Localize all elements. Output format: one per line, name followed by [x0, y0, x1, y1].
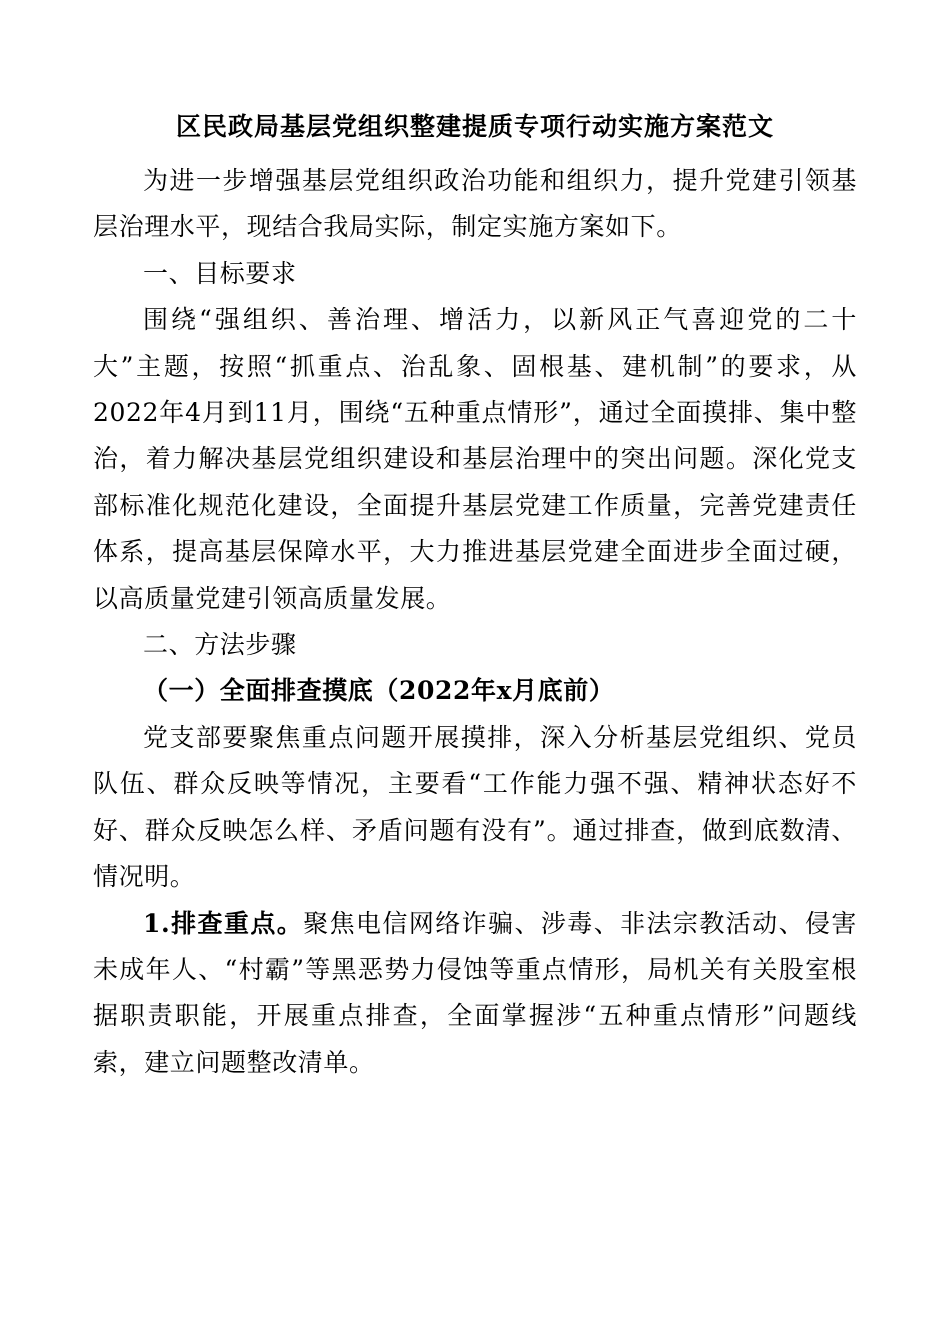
document-page — [93, 100, 857, 1086]
document-title: 区民政局基层党组织整建提质专项行动实施方案范文 — [175, 112, 774, 141]
intro-paragraph: 为进一步增强基层党组织政治功能和组织力，提升党建引领基层治理水平，现结合我局实际，制定实施方案如下。 — [93, 166, 857, 242]
goals-paragraph: 围绕“强组织、善治理、增活力，以新风正气喜迎党的二十大”主题，按照“抓重点、治乱象、固根基、建机制”的要求，从2022年4月到11月，围绕“五种重点情形”，通过全面摸排、集中整治，着力解决基层党组织建设和基层治理中的突出问题。深化党支部标准化规范化建设，全面提升基层党建工作质量，完善党建责任体系，提高基层保障水平，大力推进基层党建全面进步全面过硬，以高质量党建引领高质量发展。 — [93, 305, 857, 613]
item-paragraph-key-points — [93, 901, 857, 1087]
survey-paragraph: 党支部要聚焦重点问题开展摸排，深入分析基层党组织、党员队伍、群众反映等情况，主要看“工作能力强不强、精神状态好不好、群众反映怎么样、矛盾问题有没有”。通过排查，做到底数清、情况明。 — [93, 722, 857, 892]
section-heading-goals: 一、目标要求 — [143, 258, 297, 288]
section-heading-methods: 二、方法步骤 — [143, 630, 297, 660]
subsection-heading-survey: （一）全面排查摸底（2022年x月底前） — [143, 676, 615, 706]
item-body-text: 聚焦电信网络诈骗、涉毒、非法宗教活动、侵害未成年人、“村霸”等黑恶势力侵蚀等重点情形，局机关有关股室根据职责职能，开展重点排查，全面掌握涉“五种重点情形”问题线索，建立问题整改清单。 — [93, 908, 857, 1077]
item-lead-label: 1.排查重点。 — [143, 908, 304, 938]
